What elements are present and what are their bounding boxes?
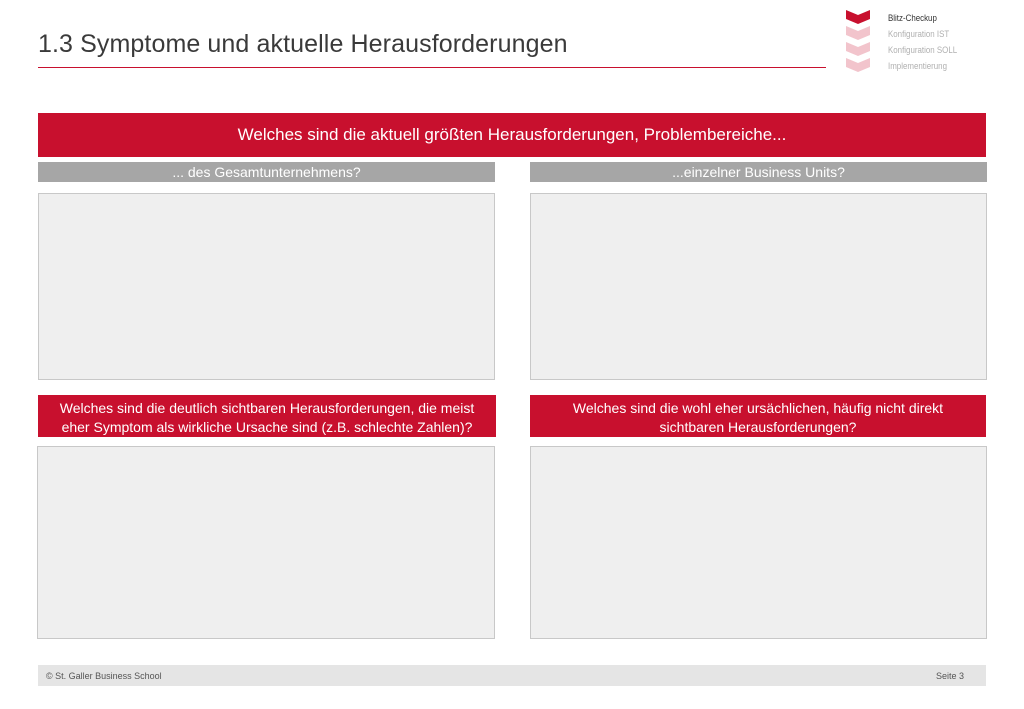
page-title: 1.3 Symptome und aktuelle Herausforderungen [38, 30, 568, 58]
right-subhead: ...einzelner Business Units? [530, 162, 987, 182]
chevron-step-icon [845, 9, 871, 25]
step-implementierung [845, 57, 1015, 73]
chevron-step-icon [845, 25, 871, 41]
step-konfiguration-soll [845, 41, 1015, 57]
progress-steps [845, 9, 1015, 73]
symptom-question-bar: Welches sind die deutlich sichtbaren Herausforderungen, die meist eher Symptom als wirkliche Ursache sind (z.B. schlechte Zahlen)? [38, 395, 496, 437]
footer [38, 665, 986, 686]
cause-question-bar: Welches sind die wohl eher ursächlichen, häufig nicht direkt sichtbaren Herausforderungen? [530, 395, 986, 437]
answer-box-company[interactable] [38, 193, 495, 380]
chevron-step-icon [845, 41, 871, 57]
step-blitz-checkup [845, 9, 1015, 25]
answer-box-business-units[interactable] [530, 193, 987, 380]
copyright-text: © St. Galler Business School [46, 670, 162, 681]
step-label: Konfiguration SOLL [888, 45, 958, 55]
answer-box-symptoms[interactable] [37, 446, 495, 639]
answer-box-causes[interactable] [530, 446, 987, 639]
page-number: Seite 3 [935, 670, 964, 681]
step-label: Blitz-Checkup [888, 13, 937, 23]
step-konfiguration-ist [845, 25, 1015, 41]
step-label: Konfiguration IST [888, 29, 950, 39]
main-question-banner: Welches sind die aktuell größten Herausforderungen, Problembereiche... [38, 113, 986, 157]
title-divider [38, 67, 826, 68]
chevron-step-icon [845, 57, 871, 73]
step-label: Implementierung [888, 61, 948, 71]
left-subhead: ... des Gesamtunternehmens? [38, 162, 495, 182]
